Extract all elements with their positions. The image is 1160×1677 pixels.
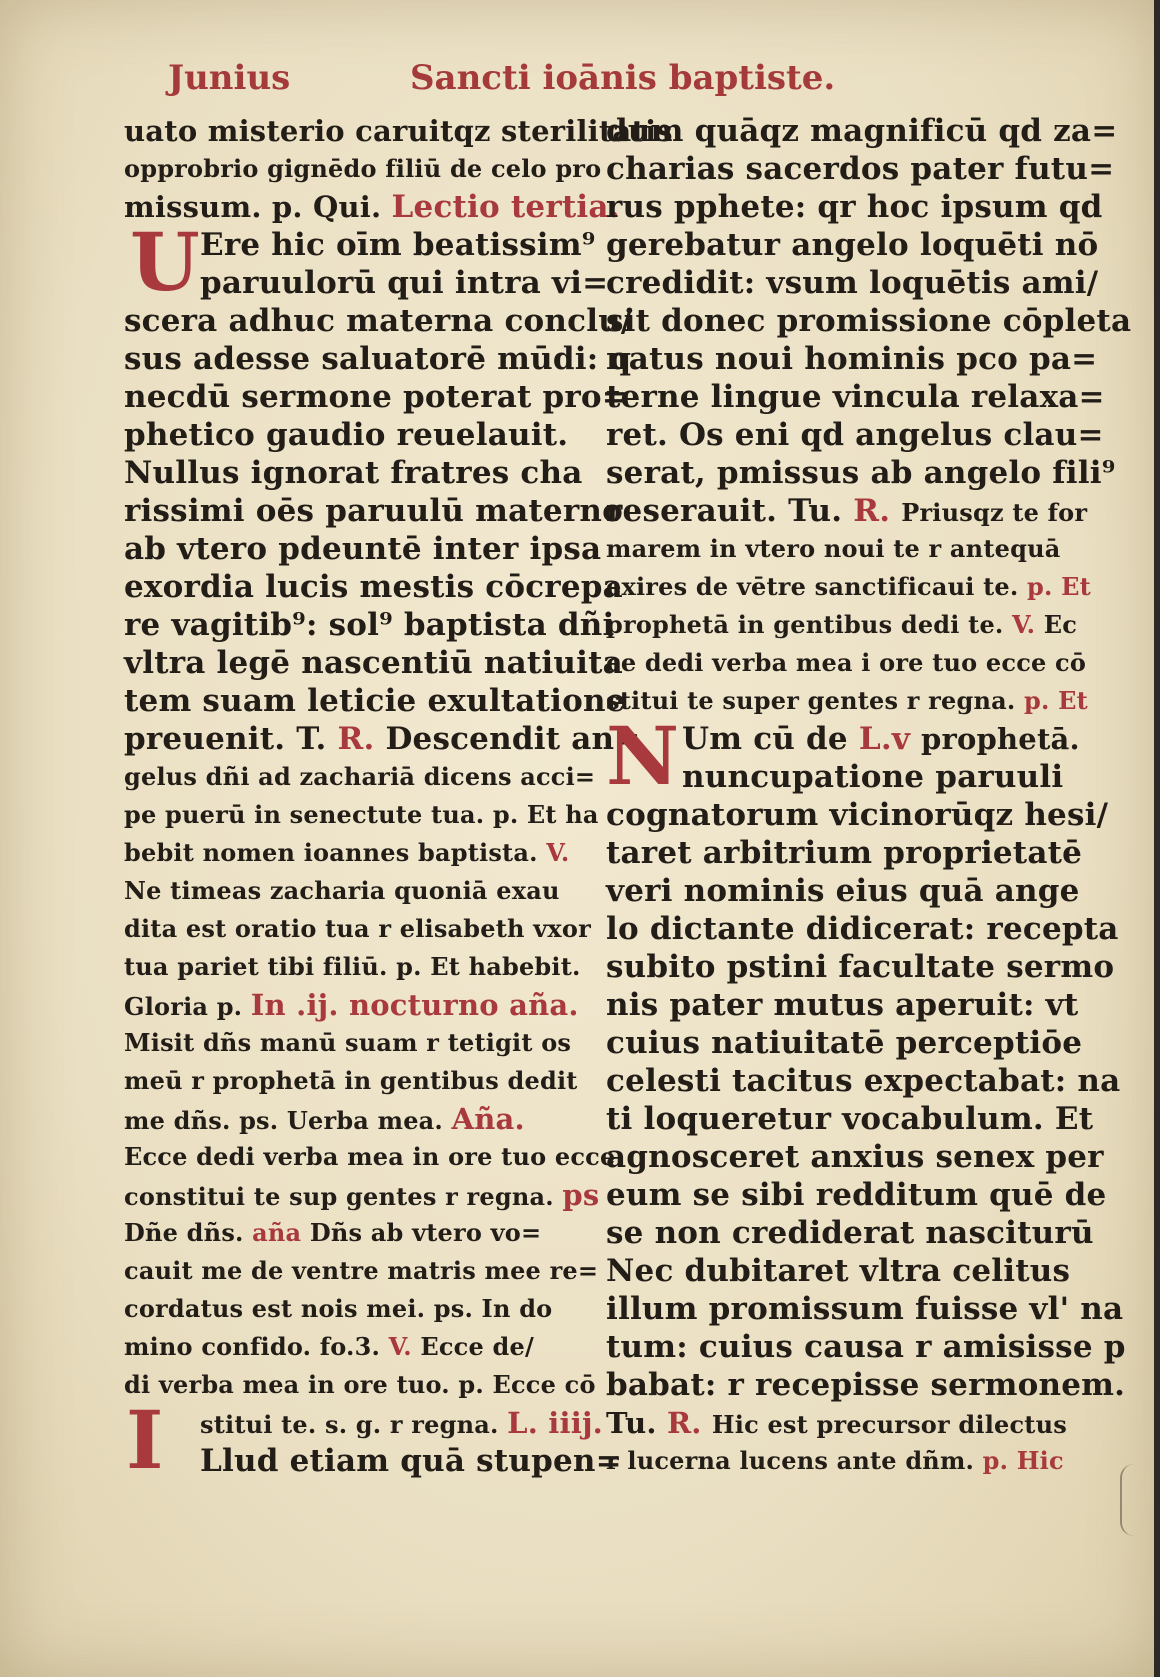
antiphon-mark: aña: [252, 1218, 302, 1247]
text-line: sit donec promissione cōpleta: [606, 303, 1132, 339]
text-line: di verba mea in ore tuo. p. Ecce cō: [124, 1370, 596, 1399]
text-line: marem in vtero noui te r antequā: [606, 534, 1061, 563]
text-segment: Tu.: [606, 1406, 657, 1440]
text-line: tua pariet tibi filiū. p. Et habebit.: [124, 952, 581, 981]
page-edge-shadow: [1154, 0, 1160, 1677]
running-header: [0, 58, 1160, 108]
text-line: cognatorum vicinorūqz hesi/: [606, 797, 1109, 833]
text-line: [124, 1328, 584, 1366]
text-line: ce dedi verba mea i ore tuo ecce cō: [606, 648, 1087, 677]
text-line: tem suam leticie exultatione: [124, 683, 626, 719]
text-line: [124, 1100, 584, 1138]
text-line: sus adesse saluatorē mūdi: q: [124, 341, 632, 377]
responsory-mark: R.: [337, 721, 375, 757]
text-line: [124, 986, 584, 1024]
text-line: charias sacerdos pater futu=: [606, 151, 1115, 187]
text-line: Llud etiam quā stupen=: [200, 1443, 622, 1479]
text-line: veri nominis eius quā ange: [606, 873, 1080, 909]
text-segment: Dñs ab vtero vo=: [309, 1218, 542, 1247]
text-line: gerebatur angelo loquēti nō: [606, 227, 1099, 263]
verse-mark: p. Et: [1023, 686, 1088, 715]
text-line: babat: r recepisse sermonem.: [606, 1367, 1126, 1403]
text-line: taret arbitrium proprietatē: [606, 835, 1083, 871]
versicle-mark: V.: [1012, 610, 1036, 639]
text-segment: mino confido. fo.3.: [124, 1332, 381, 1361]
text-line: eum se sibi redditum quē de: [606, 1177, 1107, 1213]
text-line: agnosceret anxius senex per: [606, 1139, 1104, 1175]
text-line: serat, pmissus ab angelo fili⁹: [606, 455, 1116, 491]
text-line: lo dictante didicerat: recepta: [606, 911, 1119, 947]
text-segment: prophetā in gentibus dedi te.: [606, 610, 1004, 639]
text-line: subito pstini facultate sermo: [606, 949, 1115, 985]
text-segment: Descendit an=: [385, 721, 641, 757]
text-line: meū r prophetā in gentibus dedit: [124, 1066, 578, 1095]
text-line: cuius natiuitatē perceptiōe: [606, 1025, 1083, 1061]
text-line: uato misterio caruitqz sterilitatis: [124, 114, 673, 148]
text-line: rissimi oēs paruulū materno: [124, 493, 623, 529]
text-line: ret. Os eni qd angelus clau=: [606, 417, 1104, 453]
header-feast-title: Sancti ioānis baptiste.: [410, 58, 836, 98]
antiphon-mark: Aña.: [451, 1102, 525, 1136]
text-segment: Gloria p.: [124, 992, 243, 1021]
versicle-mark: V.: [546, 838, 570, 867]
text-line: exordia lucis mestis cōcrepa: [124, 569, 623, 605]
text-line: ti loqueretur vocabulum. Et: [606, 1101, 1094, 1137]
text-line: [606, 492, 1088, 530]
text-segment: preuenit. T.: [124, 721, 327, 757]
text-line: dum quāqz magnificū qd za=: [606, 113, 1118, 149]
text-line: gelus dñi ad zachariā dicens acci=: [124, 762, 596, 791]
text-line: [606, 1404, 1067, 1442]
text-line: celesti tacitus expectabat: na: [606, 1063, 1121, 1099]
text-segment: Dñe dñs.: [124, 1218, 244, 1247]
initial-block-n: [606, 709, 1080, 803]
decorated-initial-i: I: [126, 1393, 164, 1487]
text-line: opprobrio gignēdo filiū de celo pro: [124, 154, 602, 183]
text-line: Misit dñs manū suam r tetigit os: [124, 1028, 572, 1057]
lectio-heading: Lectio tertia.: [391, 189, 620, 225]
text-segment: stitui te. s. g. r regna.: [200, 1410, 499, 1439]
text-line: pe puerū in senectute tua. p. Et ha: [124, 800, 599, 829]
text-segment: r lucerna lucens ante dñm.: [606, 1446, 975, 1475]
text-segment: Hic est precursor dilectus: [711, 1410, 1067, 1439]
text-line: ab vtero pdeuntē inter ipsa: [124, 531, 602, 567]
text-segment: bebit nomen ioannes baptista.: [124, 838, 538, 867]
lectio-number: L. iiij.: [507, 1406, 603, 1440]
verse-mark: p. Et: [1026, 572, 1091, 601]
text-line: [124, 834, 584, 872]
versicle-mark: V.: [388, 1332, 412, 1361]
text-line: [124, 1176, 600, 1214]
left-text-column: [124, 112, 673, 1487]
text-line: tum: cuius causa r amisisse p: [606, 1329, 1126, 1365]
text-segment: constitui te sup gentes r regna.: [124, 1182, 554, 1211]
text-line: [606, 1442, 1064, 1480]
initial-block-i: [124, 1393, 622, 1487]
text-line: [124, 720, 641, 758]
text-line: terne lingue vincula relaxa=: [606, 379, 1105, 415]
text-line: rus pphete: qr hoc ipsum qd: [606, 189, 1103, 225]
text-segment: exires de vētre sanctificaui te.: [606, 572, 1019, 601]
text-line: phetico gaudio reuelauit.: [124, 417, 569, 453]
text-line: vltra legē nascentiū natiuita: [124, 645, 623, 681]
text-line: se non crediderat nasciturū: [606, 1215, 1094, 1251]
header-month: Junius: [168, 58, 291, 98]
text-line: scera adhuc materna conclu/: [124, 303, 633, 339]
margin-bracket-mark: [1120, 1464, 1148, 1536]
nocturn-heading: In .ij. nocturno aña.: [250, 988, 579, 1022]
text-segment: stitui te super gentes r regna.: [606, 686, 1016, 715]
text-segment: me dñs. ps. Uerba mea.: [124, 1106, 443, 1135]
text-line: dita est oratio tua r elisabeth vxor: [124, 914, 591, 943]
text-segment: Ec: [1043, 610, 1078, 639]
text-line: illum promissum fuisse vl' na: [606, 1291, 1124, 1327]
text-line: nis pater mutus aperuit: vt: [606, 987, 1079, 1023]
text-segment: missum. p. Qui.: [124, 190, 382, 224]
text-line: necdū sermone poterat pro=: [124, 379, 628, 415]
text-line: Ne timeas zacharia quoniā exau: [124, 876, 560, 905]
text-line: [124, 1214, 584, 1252]
lectio-number: L.v: [858, 721, 911, 757]
text-line: re vagitib⁹: sol⁹ baptista dñi: [124, 607, 615, 643]
right-text-column: [606, 112, 1132, 1480]
text-line: [606, 606, 1078, 644]
responsory-mark: R.: [853, 493, 891, 529]
decorated-initial-u: U: [130, 215, 200, 309]
text-segment: Ecce de/: [420, 1332, 534, 1361]
text-segment: prophetā.: [921, 722, 1080, 756]
psalm-mark: ps: [562, 1178, 600, 1212]
text-line: paruulorū qui intra vi=: [200, 265, 609, 301]
text-line: credidit: vsum loquētis ami/: [606, 265, 1099, 301]
text-segment: reserauit. Tu.: [606, 493, 843, 529]
text-line: [124, 1404, 603, 1442]
text-line: cauit me de ventre matris mee re=: [124, 1256, 599, 1285]
text-line: Ecce dedi verba mea in ore tuo ecce: [124, 1142, 616, 1171]
responsory-mark: R.: [667, 1406, 702, 1440]
text-segment: Um cū de: [682, 721, 848, 757]
text-line: cordatus est nois mei. ps. In do: [124, 1294, 553, 1323]
text-line: Nec dubitaret vltra celitus: [606, 1253, 1071, 1289]
text-segment: Priusqz te for: [901, 498, 1088, 527]
verse-mark: p. Hic: [982, 1446, 1064, 1475]
decorated-initial-n: N: [606, 709, 680, 803]
text-line: Nullus ignorat fratres cha: [124, 455, 583, 491]
initial-block-u: [124, 215, 609, 309]
text-line: natus noui hominis pco pa=: [606, 341, 1098, 377]
text-line: Ere hic oīm beatissim⁹: [200, 227, 596, 263]
text-line: [606, 568, 1091, 606]
text-line: nuncupatione paruuli: [682, 759, 1064, 795]
